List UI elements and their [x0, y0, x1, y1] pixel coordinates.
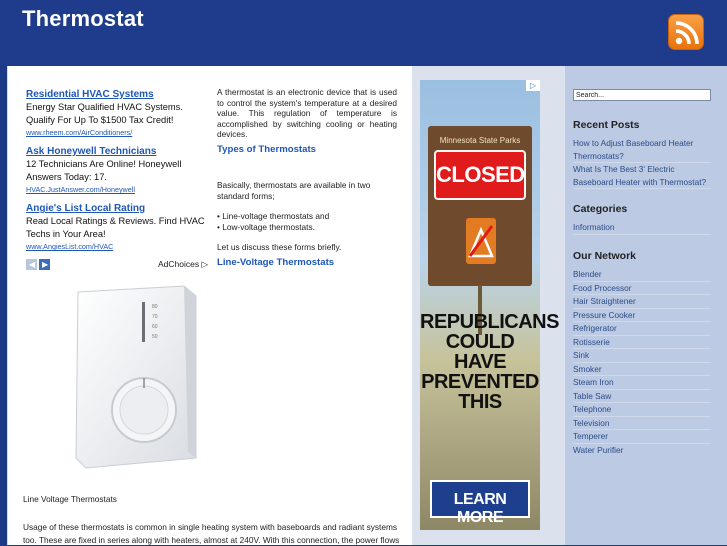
ad-url-link[interactable]: www.rheem.com/AirConditioners/: [26, 128, 133, 137]
ad-block: [26, 145, 212, 195]
bullet-item: • Line-voltage thermostats and: [217, 211, 330, 222]
ad-description: Energy Star Qualified HVAC Systems. Qualify For Up To $1500 Tax Credit!: [26, 102, 183, 125]
ad-next-button[interactable]: [39, 259, 50, 270]
category-link[interactable]: Information: [573, 221, 711, 235]
headline-line: THIS: [458, 391, 502, 413]
ad-description: Read Local Ratings & Reviews. Find HVAC Techs in Your Area!: [26, 216, 205, 239]
svg-text:70: 70: [152, 314, 158, 320]
intro-paragraph: A thermostat is an electronic device that is used to control the system's temperature at a desired value. This regulation of temperature is accomplished by switching cooling or heating devices.: [217, 87, 397, 140]
sidebar: [565, 66, 727, 545]
network-link[interactable]: Refrigerator: [573, 322, 711, 336]
search-input[interactable]: [573, 89, 711, 101]
network-section: [573, 249, 711, 456]
basically-paragraph: Basically, thermostats are available in two standard forms;: [217, 179, 371, 201]
banner-ad[interactable]: [420, 80, 559, 530]
park-sign-image: [428, 126, 532, 286]
article-body: [217, 87, 397, 269]
network-link[interactable]: Blender: [573, 268, 711, 282]
ad-url-link[interactable]: www.AngiesList.com/HVAC: [26, 242, 114, 251]
ad-navigation: [26, 259, 208, 271]
play-icon: ▷: [530, 81, 537, 90]
network-link[interactable]: Sink: [573, 349, 711, 363]
ad-url-link[interactable]: HVAC.JustAnswer.com/Honeywell: [26, 185, 135, 194]
closed-text: CLOSED: [436, 162, 525, 187]
network-link[interactable]: Table Saw: [573, 390, 711, 404]
network-link[interactable]: Food Processor: [573, 282, 711, 296]
categories-heading: Categories: [573, 203, 628, 215]
network-link[interactable]: Pressure Cooker: [573, 309, 711, 323]
heading-line-voltage: Line-Voltage Thermostats: [217, 256, 335, 268]
adchoices-icon: ▷: [201, 259, 208, 269]
network-link[interactable]: Temperer: [573, 430, 711, 444]
text-ads: [26, 88, 212, 259]
svg-text:80: 80: [152, 304, 158, 310]
recent-post-link[interactable]: How to Adjust Baseboard Heater Thermostats?: [573, 137, 711, 163]
ad-description: 12 Technicians Are Online! Honeywell Answers Today: 17.: [26, 159, 182, 182]
learn-more-label: LEARN MORE: [453, 491, 507, 526]
headline-line: REPUBLICANS: [420, 311, 559, 333]
usage-paragraph: Usage of these thermostats is common in single heating system with baseboards and radiant systems too. These are fixed in series along with heaters, almost at 240V. With this connection, the power flows: [23, 522, 400, 545]
chevron-right-icon: ▶: [42, 260, 49, 269]
learn-more-button[interactable]: [430, 480, 530, 526]
site-title[interactable]: Thermostat: [22, 6, 144, 31]
network-link[interactable]: Steam Iron: [573, 376, 711, 390]
network-link[interactable]: Telephone: [573, 403, 711, 417]
heading-types: Types of Thermostats: [217, 143, 316, 155]
svg-text:50: 50: [152, 334, 158, 340]
bullet-item: • Low-voltage thermostats.: [217, 221, 315, 232]
svg-text:60: 60: [152, 324, 158, 330]
site-header: [0, 0, 727, 66]
discuss-paragraph: Let us discuss these forms briefly.: [217, 242, 342, 253]
main-content: [8, 66, 412, 545]
sign-top-text: Minnesota State Parks: [439, 136, 521, 145]
banner-headline: [420, 311, 559, 413]
chevron-left-icon: ◀: [29, 260, 36, 269]
network-link[interactable]: Rotisserie: [573, 336, 711, 350]
tent-icon: [466, 218, 496, 264]
rss-icon[interactable]: [668, 14, 704, 50]
thermostat-image: [72, 282, 200, 472]
categories-section: [573, 202, 711, 235]
ad-block: [26, 202, 212, 252]
recent-post-link[interactable]: What Is The Best 3' Electric Baseboard Heater with Thermostat?: [573, 163, 711, 189]
adchoices-label: AdChoices: [157, 259, 200, 269]
ad-block: [26, 88, 212, 138]
closed-panel: [434, 150, 526, 200]
ad-info-icon[interactable]: [526, 80, 540, 91]
network-link[interactable]: Smoker: [573, 363, 711, 377]
ad-prev-button[interactable]: [26, 259, 37, 270]
recent-posts-heading: Recent Posts: [573, 119, 640, 131]
ad-title-link[interactable]: Angie's List Local Rating: [26, 203, 146, 214]
ad-title-link[interactable]: Ask Honeywell Technicians: [26, 146, 157, 157]
adchoices-link[interactable]: [158, 259, 208, 270]
headline-line: PREVENTED: [421, 371, 539, 393]
banner-column: [412, 66, 565, 545]
network-link[interactable]: Water Purifier: [573, 444, 624, 455]
network-heading: Our Network: [573, 250, 637, 262]
ad-title-link[interactable]: Residential HVAC Systems: [26, 89, 154, 100]
headline-line: COULD HAVE: [445, 331, 515, 373]
image-caption: Line Voltage Thermostats: [23, 494, 117, 504]
network-link[interactable]: Hair Straightener: [573, 295, 711, 309]
recent-posts-section: [573, 118, 711, 189]
network-link[interactable]: Television: [573, 417, 711, 431]
